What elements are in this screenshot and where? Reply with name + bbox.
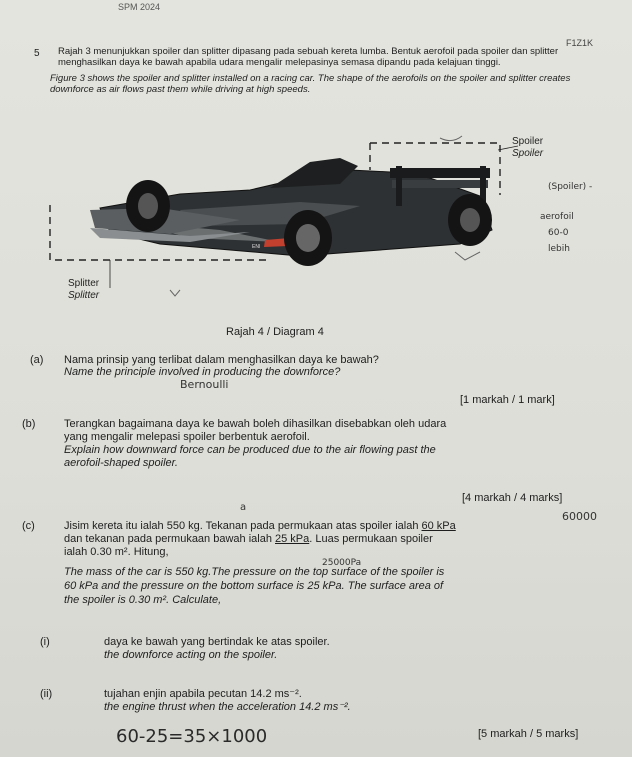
part-c-i-malay: daya ke bawah yang bertindak ke atas spoiler. — [104, 636, 330, 648]
label-splitter-ms: Splitter — [68, 278, 100, 289]
exam-header: SPM 2024 — [118, 2, 161, 12]
figure-caption: Rajah 4 / Diagram 4 — [226, 326, 324, 338]
part-c-malay-2a: dan tekanan pada permukaan bawah ialah — [64, 533, 275, 545]
part-c-english-2: 60 kPa and the pressure on the bottom surface is 25 kPa. The surface area of — [64, 580, 444, 592]
part-a-letter: (a) — [30, 354, 44, 366]
part-c-ii-number: (ii) — [40, 688, 53, 700]
part-a-malay: Nama prinsip yang terlibat dalam menghasilkan daya ke bawah? — [64, 354, 379, 366]
part-c-malay-1b: 60 kPa — [421, 520, 456, 532]
part-c-english-3: the spoiler is 0.30 m². Calculate, — [64, 594, 222, 606]
paper-code: F1Z1K — [566, 38, 594, 48]
part-c-i-number: (i) — [40, 636, 50, 648]
margin-note-4: lebih — [548, 244, 570, 254]
part-c-malay-1 — [64, 520, 624, 533]
label-spoiler-ms: Spoiler — [512, 136, 544, 147]
part-a-answer: Bernoulli — [180, 378, 229, 391]
part-b-malay-1: Terangkan bagaimana daya ke bawah boleh dihasilkan disebabkan oleh udara — [64, 418, 447, 430]
label-spoiler-en: Spoiler — [512, 148, 544, 159]
label-splitter-en: Splitter — [68, 290, 100, 301]
hand-60000: 60000 — [562, 510, 597, 523]
part-c-ii-malay: tujahan enjin apabila pecutan 14.2 ms⁻². — [104, 688, 302, 700]
margin-note-3: 60-0 — [548, 228, 569, 238]
margin-note-1: (Spoiler) - — [548, 182, 593, 192]
hand-a-note: a — [240, 502, 247, 513]
part-b-letter: (b) — [22, 418, 36, 430]
part-c-ii-english: the engine thrust when the acceleration 14.2 ms⁻². — [104, 701, 351, 713]
part-c-malay-2c: . Luas permukaan spoiler — [309, 533, 433, 545]
part-b-english-1: Explain how downward force can be produced due to the air flowing past the — [64, 444, 436, 456]
intro-malay: Rajah 3 menunjukkan spoiler dan splitter dipasang pada sebuah kereta lumba. Bentuk aerofoil pada spoiler dan splitter menghasilkan daya ke bawah apabila udara mengalir melepasinya semasa dipandu pada kelajuan tinggi. — [58, 46, 559, 68]
part-c-letter: (c) — [22, 520, 35, 532]
part-c-malay-1a: Jisim kereta itu ialah 550 kg. Tekanan pada permukaan atas spoiler ialah — [64, 520, 422, 532]
racing-car-figure — [40, 110, 580, 320]
part-c-marks: [5 markah / 5 marks] — [478, 728, 579, 740]
margin-note-2: aerofoil — [540, 212, 574, 222]
question-number: 5 — [34, 48, 40, 59]
part-b-english-2: aerofoil-shaped spoiler. — [64, 457, 178, 469]
part-c-english-1: The mass of the car is 550 kg.The pressure on the top surface of the spoiler is — [64, 566, 445, 578]
part-b-malay-2: yang mengalir melepasi spoiler berbentuk aerofoil. — [64, 431, 310, 443]
part-c-malay-2 — [64, 533, 624, 546]
svg-text:ENI: ENI — [252, 244, 261, 250]
part-b-marks: [4 markah / 4 marks] — [462, 492, 563, 504]
part-a-english: Name the principle involved in producing the downforce? — [64, 366, 341, 378]
part-c-malay-3: ialah 0.30 m². Hitung, — [64, 546, 169, 558]
intro-english: Figure 3 shows the spoiler and splitter installed on a racing car. The shape of the aerofoils on the spoiler and splitter creates downforce as air flows past them while driving at high speeds. — [50, 73, 571, 95]
part-c-i-english: the downforce acting on the spoiler. — [104, 649, 278, 661]
part-a-marks: [1 markah / 1 mark] — [460, 394, 555, 406]
hand-25000: 25000Pa — [322, 558, 362, 568]
part-c-malay-2b: 25 kPa — [275, 533, 310, 545]
hand-working: 60-25=35×1000 — [116, 726, 268, 747]
